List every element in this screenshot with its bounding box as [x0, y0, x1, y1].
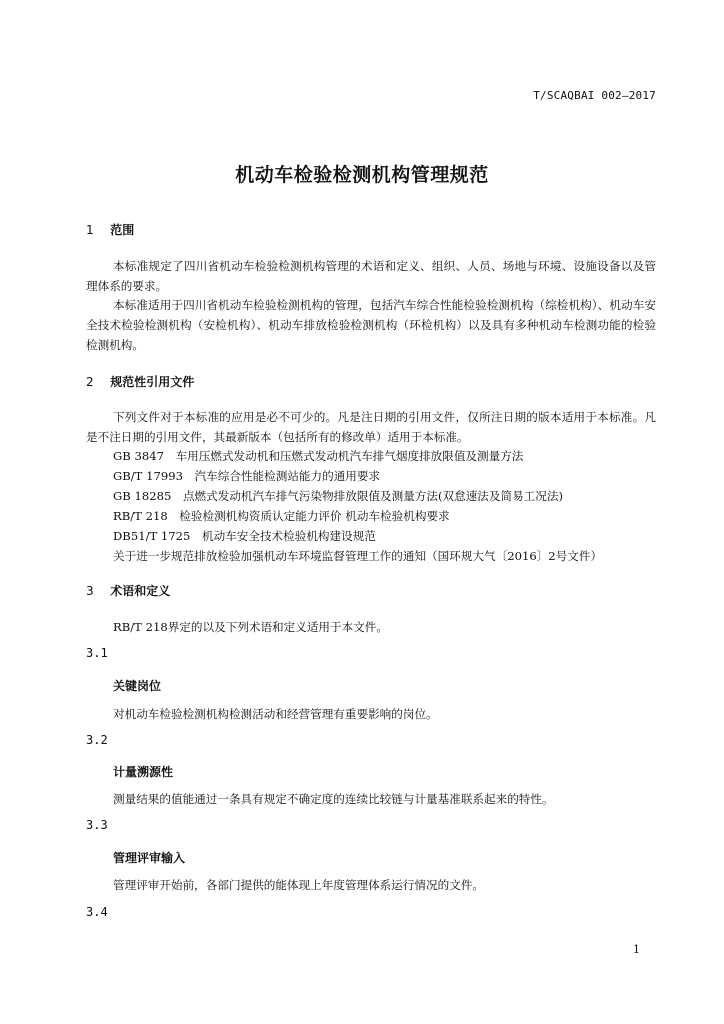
terms-intro: RB/T 218界定的以及下列术语和定义适用于本文件。 — [113, 620, 388, 634]
section-title: 范围 — [110, 223, 135, 237]
section-2-heading — [86, 373, 194, 390]
term-title: 管理评审输入 — [113, 851, 186, 865]
section-1-heading — [86, 221, 134, 238]
clause-number: 3.2 — [86, 733, 108, 747]
standard-code: T/SCAQBAI 002—2017 — [533, 89, 656, 102]
section-title: 术语和定义 — [110, 584, 171, 598]
reference-item: GB 3847 车用压燃式发动机和压燃式发动机汽车排气烟度排放限值及测量方法 — [113, 449, 524, 463]
references-intro: 下列文件对于本标准的应用是必不可少的。凡是注日期的引用文件，仅所注日期的版本适用于本标准。凡是不注日期的引用文件，其最新版本（包括所有的修改单）适用于本标准。 — [86, 410, 656, 444]
reference-item: RB/T 218 检验检测机构资质认定能力评价 机动车检验机构要求 — [113, 509, 450, 523]
term-definition: 对机动车检验检测机构检测活动和经营管理有重要影响的岗位。 — [113, 707, 438, 721]
reference-item: GB 18285 点燃式发动机汽车排气污染物排放限值及测量方法(双怠速法及简易工况法) — [113, 489, 563, 503]
term-definition: 测量结果的值能通过一条具有规定不确定度的连续比较链与计量基准联系起来的特性。 — [113, 792, 554, 806]
page-number: 1 — [633, 943, 640, 956]
reference-item: DB51/T 1725 机动车安全技术检验机构建设规范 — [113, 529, 376, 543]
term-definition: 管理评审开始前，各部门提供的能体现上年度管理体系运行情况的文件。 — [113, 878, 485, 892]
term-title: 关键岗位 — [113, 679, 162, 693]
document-title: 机动车检验检测机构管理规范 — [235, 164, 489, 186]
reference-list — [113, 446, 673, 566]
scope-paragraph-1: 本标准规定了四川省机动车检验检测机构管理的术语和定义、组织、人员、场地与环境、设施设备以及管理体系的要求。 — [86, 259, 656, 293]
clause-number: 3.3 — [86, 818, 108, 832]
reference-item: 关于进一步规范排放检验加强机动车环境监督管理工作的通知（国环规大气〔2016〕2号文件） — [113, 549, 603, 563]
section-number: 2 — [86, 375, 94, 389]
section-number: 1 — [86, 223, 94, 237]
section-number: 3 — [86, 584, 94, 598]
clause-number: 3.1 — [86, 646, 108, 660]
clause-number: 3.4 — [86, 905, 108, 919]
reference-item: GB/T 17993 汽车综合性能检测站能力的通用要求 — [113, 469, 381, 483]
term-title: 计量溯源性 — [113, 765, 174, 779]
scope-paragraph-2: 本标准适用于四川省机动车检验检测机构的管理，包括汽车综合性能检验检测机构（综检机构）、机动车安全技术检验检测机构（安检机构）、机动车排放检验检测机构（环检机构）以及具有多种机动车检测功能的检验检测机构。 — [86, 298, 656, 352]
section-title: 规范性引用文件 — [110, 375, 195, 389]
section-3-heading — [86, 582, 170, 599]
